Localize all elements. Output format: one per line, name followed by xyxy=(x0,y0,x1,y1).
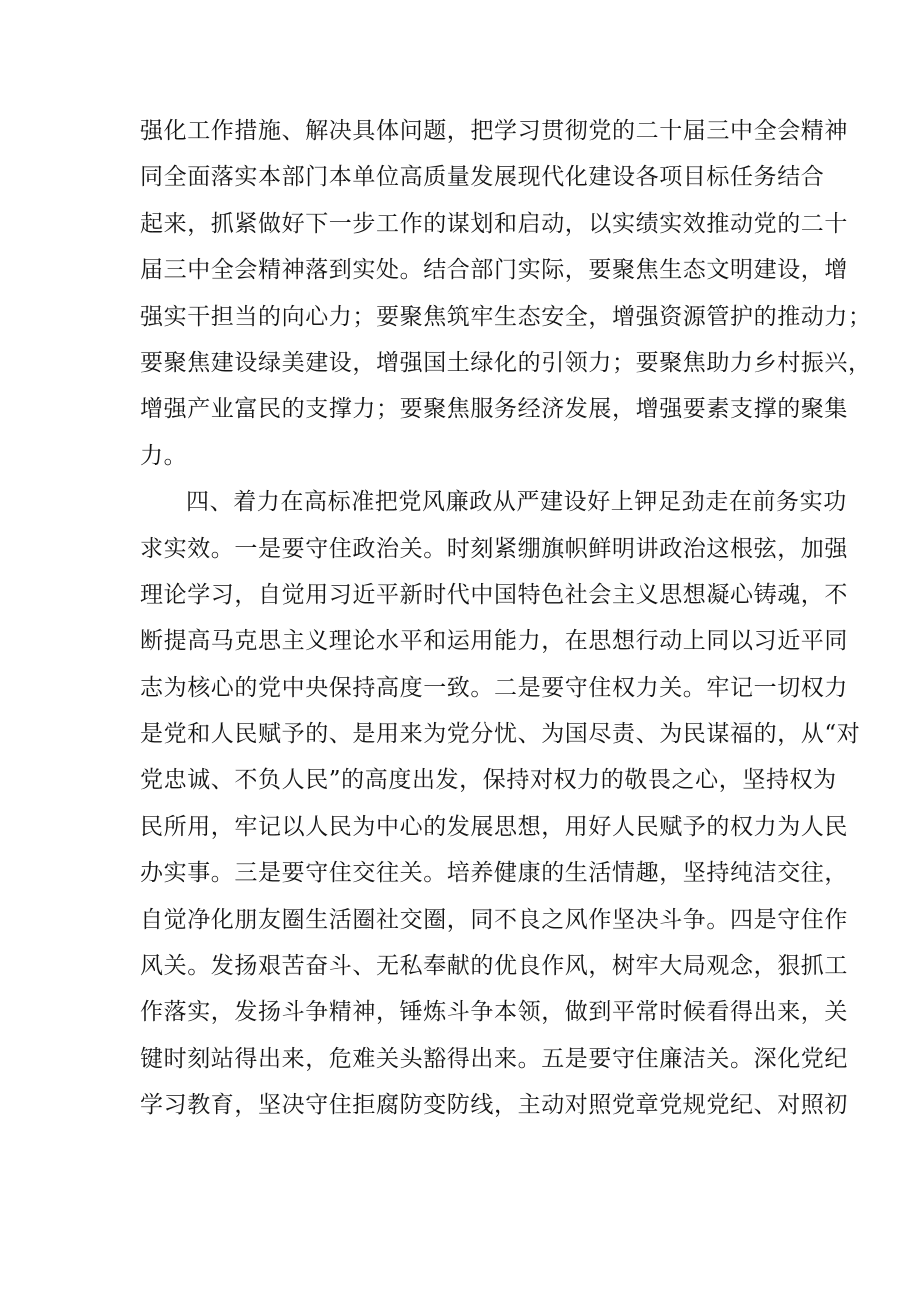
text-line: 断提高马克思主义理论水平和运用能力，在思想行动上同以习近平同 xyxy=(140,628,848,655)
text-line: 键时刻站得出来，危难关头豁得出来。五是要守住廉洁关。深化党纪 xyxy=(140,1045,848,1072)
text-line-last: 力。 xyxy=(140,442,188,469)
text-line: 作落实，发扬斗争精神，锤炼斗争本领，做到平常时候看得出来，关 xyxy=(140,999,848,1026)
text-line: 增强产业富民的支撑力；要聚焦服务经济发展，增强要素支撑的聚集 xyxy=(140,396,848,423)
text-line: 志为核心的党中央保持高度一致。二是要守住权力关。牢记一切权力 xyxy=(140,674,848,701)
text-line: 起来，抓紧做好下一步工作的谋划和启动，以实绩实效推动党的二十 xyxy=(140,210,848,237)
text-line: 届三中全会精神落到实处。结合部门实际，要聚焦生态文明建设，增 xyxy=(140,257,848,284)
text-line: 强化工作措施、解决具体问题，把学习贯彻党的二十届三中全会精神 xyxy=(140,118,848,144)
text-line: 党忠诚、不负人民”的高度出发，保持对权力的敬畏之心，坚持权为 xyxy=(140,767,837,794)
text-line: 民所用，牢记以人民为中心的发展思想，用好人民赋予的权力为人民 xyxy=(140,813,848,840)
text-line: 同全面落实本部门本单位高质量发展现代化建设各项目标任务结合 xyxy=(140,164,825,191)
document-body xyxy=(140,108,872,1129)
paragraph-2 xyxy=(140,479,861,1128)
text-line: 学习教育，坚决守住拒腐防变防线，主动对照党章党规党纪、对照初 xyxy=(140,1092,848,1119)
text-line: 自觉净化朋友圈生活圈社交圈，同不良之风作坚决斗争。四是守住作 xyxy=(140,906,848,933)
text-line: 是党和人民赋予的、是用来为党分忧、为国尽责、为民谋福的，从“对 xyxy=(140,721,861,748)
text-line: 风关。发扬艰苦奋斗、无私奉献的优良作风，树牢大局观念，狠抓工 xyxy=(140,953,848,980)
paragraph-1 xyxy=(140,108,872,479)
text-line: 办实事。三是要守住交往关。培养健康的生活情趣，坚持纯洁交往， xyxy=(140,860,848,887)
text-line: 要聚焦建设绿美建设，增强国土绿化的引领力；要聚焦助力乡村振兴， xyxy=(140,349,872,376)
text-line: 强实干担当的向心力；要聚焦筑牢生态安全，增强资源管护的推动力； xyxy=(140,303,872,330)
text-line: 求实效。一是要守住政治关。时刻紧绷旗帜鲜明讲政治这根弦，加强 xyxy=(140,535,848,562)
text-line-first: 四、着力在高标准把党风廉政从严建设好上钾足劲走在前务实功 xyxy=(186,489,847,516)
text-line: 理论学习，自觉用习近平新时代中国特色社会主义思想凝心铸魂，不 xyxy=(140,581,848,608)
